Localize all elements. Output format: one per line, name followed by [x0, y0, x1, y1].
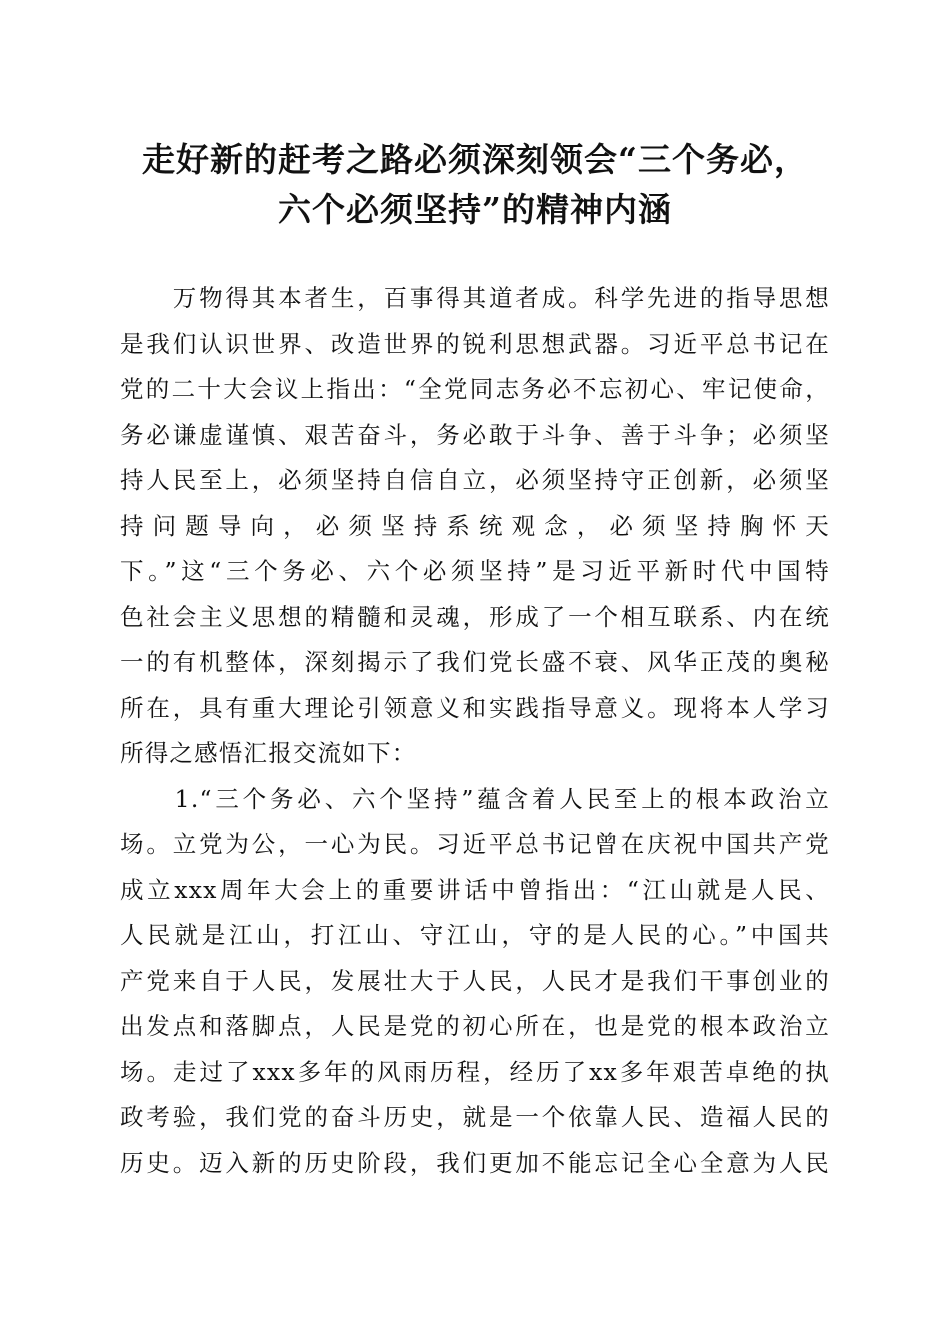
document-title	[100, 135, 850, 235]
title-line: 六个必须坚持”的精神内涵	[278, 190, 672, 229]
body-line: 场。立党为公，一心为民。习近平总书记曾在庆祝中国共产党	[120, 830, 830, 858]
body-line: 色社会主义思想的精髓和灵魂，形成了一个相互联系、内在统	[120, 602, 830, 631]
body-line: 产党来自于人民，发展壮大于人民，人民才是我们干事创业的	[120, 966, 830, 995]
body-line: 一的有机整体，深刻揭示了我们党长盛不衰、风华正茂的奥秘	[120, 648, 830, 676]
body-line: 务必谦虚谨慎、艰苦奋斗，务必敢于斗争、善于斗争；必须坚	[120, 420, 830, 449]
body-line: 所在，具有重大理论引领意义和实践指导意义。现将本人学习	[120, 693, 830, 722]
document-body	[120, 276, 830, 1186]
body-line: 所得之感悟汇报交流如下：	[120, 739, 417, 767]
body-line: 党的二十大会议上指出：“全党同志务必不忘初心、牢记使命，	[120, 375, 830, 403]
body-line: 持人民至上，必须坚持自信自立，必须坚持守正创新，必须坚	[120, 466, 830, 494]
body-line: 人民就是江山，打江山、守江山，守的是人民的心。”中国共	[120, 921, 830, 949]
body-line: 是我们认识世界、改造世界的锐利思想武器。习近平总书记在	[120, 329, 830, 358]
body-line: 1.“三个务必、六个坚持”蕴含着人民至上的根本政治立	[120, 784, 830, 813]
body-line: 万物得其本者生，百事得其道者成。科学先进的指导思想	[120, 284, 830, 312]
body-line: 下。”这“三个务必、六个必须坚持”是习近平新时代中国特	[120, 557, 830, 585]
body-line: 成立xxx周年大会上的重要讲话中曾指出：“江山就是人民、	[120, 875, 830, 904]
title-line: 走好新的赶考之路必须深刻领会“三个务必，	[142, 140, 808, 179]
body-line: 历史。迈入新的历史阶段，我们更加不能忘记全心全意为人民	[120, 1148, 830, 1177]
body-line: 政考验，我们党的奋斗历史，就是一个依靠人民、造福人民的	[120, 1103, 830, 1131]
body-line: 场。走过了xxx多年的风雨历程，经历了xx多年艰苦卓绝的执	[120, 1057, 830, 1086]
body-line: 持问题导向，必须坚持系统观念，必须坚持胸怀天	[120, 511, 830, 540]
body-line: 出发点和落脚点，人民是党的初心所在，也是党的根本政治立	[120, 1012, 830, 1040]
